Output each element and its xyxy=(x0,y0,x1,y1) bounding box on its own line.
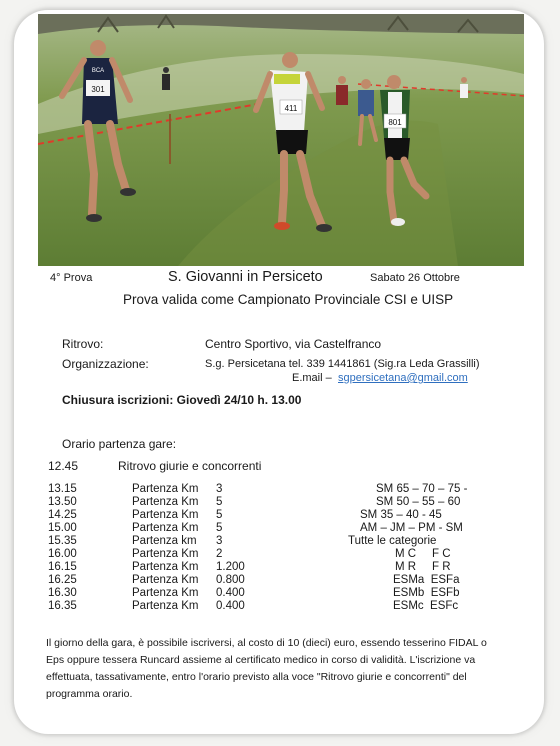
schedule-row xyxy=(14,587,544,600)
schedule-row xyxy=(14,535,544,548)
row-time: 14.25 xyxy=(48,509,77,521)
row-km: 0.400 xyxy=(216,587,245,599)
row-km: 3 xyxy=(216,483,223,495)
row-label: Partenza Km xyxy=(132,600,199,612)
row-label: Partenza Km xyxy=(132,574,199,586)
email-label: E.mail – xyxy=(292,372,332,384)
ritrovo-label: Ritrovo: xyxy=(62,337,104,351)
row-label: Partenza Km xyxy=(132,483,199,495)
row-category: SM 35 – 40 - 45 xyxy=(360,509,442,521)
row-km: 2 xyxy=(216,548,223,560)
row-category: M R F R xyxy=(395,561,451,573)
race-photo xyxy=(38,14,524,266)
row-label: Partenza Km xyxy=(132,561,199,573)
registration-note xyxy=(46,635,532,703)
bib-1: 301 xyxy=(91,85,105,94)
organization-label: Organizzazione: xyxy=(62,357,149,371)
row-category: AM – JM – PM - SM xyxy=(360,522,463,534)
row-km: 5 xyxy=(216,522,223,534)
row-label: Partenza Km xyxy=(132,522,199,534)
row-time: 15.00 xyxy=(48,522,77,534)
row-time: 16.35 xyxy=(48,600,77,612)
row-label: Partenza Km xyxy=(132,587,199,599)
row-km: 5 xyxy=(216,496,223,508)
row-category: ESMb ESFb xyxy=(393,587,460,599)
row-km: 0.400 xyxy=(216,600,245,612)
meeting-time: 12.45 xyxy=(48,459,79,473)
schedule-title: Orario partenza gare: xyxy=(62,437,177,451)
row-time: 16.15 xyxy=(48,561,77,573)
round-label: 4° Prova xyxy=(50,272,93,284)
bib-3: 801 xyxy=(388,118,402,127)
schedule-row xyxy=(14,496,544,509)
row-category: M C F C xyxy=(395,548,451,560)
ritrovo-value: Centro Sportivo, via Castelfranco xyxy=(205,337,382,351)
bib-2: 411 xyxy=(284,104,298,113)
row-category: ESMa ESFa xyxy=(393,574,460,586)
row-time: 15.35 xyxy=(48,535,77,547)
note-line: effettuata, tassativamente, entro l'orario previsto alla voce "Ritrovo giurie e concorrenti" del xyxy=(46,671,467,683)
row-label: Partenza km xyxy=(132,535,197,547)
schedule-row xyxy=(14,522,544,535)
event-subtitle: Prova valida come Campionato Provinciale CSI e UISP xyxy=(123,292,454,307)
note-line: Eps oppure tessera Runcard assieme al certificato medico in corso di validità. L'iscrizione va xyxy=(46,654,476,666)
row-time: 16.30 xyxy=(48,587,77,599)
row-km: 0.800 xyxy=(216,574,245,586)
registration-closing: Chiusura iscrizioni: Giovedì 24/10 h. 13.00 xyxy=(62,393,302,407)
row-km: 3 xyxy=(216,535,223,547)
row-km: 5 xyxy=(216,509,223,521)
email-link[interactable]: sgpersicetana@gmail.com xyxy=(338,372,468,384)
organization-value: S.g. Persicetana tel. 339 1441861 (Sig.ra Leda Grassilli) xyxy=(205,358,480,370)
bib-text: BCA xyxy=(91,68,105,74)
row-time: 16.25 xyxy=(48,574,77,586)
row-time: 13.15 xyxy=(48,483,77,495)
row-label: Partenza Km xyxy=(132,496,199,508)
meeting-text: Ritrovo giurie e concorrenti xyxy=(118,459,262,473)
note-line: programma orario. xyxy=(46,688,133,700)
town-title: S. Giovanni in Persiceto xyxy=(168,269,323,285)
schedule-row xyxy=(14,509,544,522)
schedule-row xyxy=(14,561,544,574)
flyer-card xyxy=(14,10,544,734)
row-category: ESMc ESFc xyxy=(393,600,459,612)
row-category: Tutte le categorie xyxy=(348,535,437,547)
row-label: Partenza Km xyxy=(132,548,199,560)
schedule-row xyxy=(14,600,544,613)
schedule-row xyxy=(14,548,544,561)
race-photo-image xyxy=(38,14,524,266)
row-time: 13.50 xyxy=(48,496,77,508)
event-date: Sabato 26 Ottobre xyxy=(370,272,460,284)
row-category: SM 50 – 55 – 60 xyxy=(376,496,461,508)
row-time: 16.00 xyxy=(48,548,77,560)
schedule-row xyxy=(14,574,544,587)
note-line: Il giorno della gara, è possibile iscriversi, al costo di 10 (dieci) euro, essendo tesserino FIDAL o xyxy=(46,637,487,649)
row-km: 1.200 xyxy=(216,561,245,573)
row-category: SM 65 – 70 – 75 - xyxy=(376,483,468,495)
schedule-row xyxy=(14,483,544,496)
row-label: Partenza Km xyxy=(132,509,199,521)
